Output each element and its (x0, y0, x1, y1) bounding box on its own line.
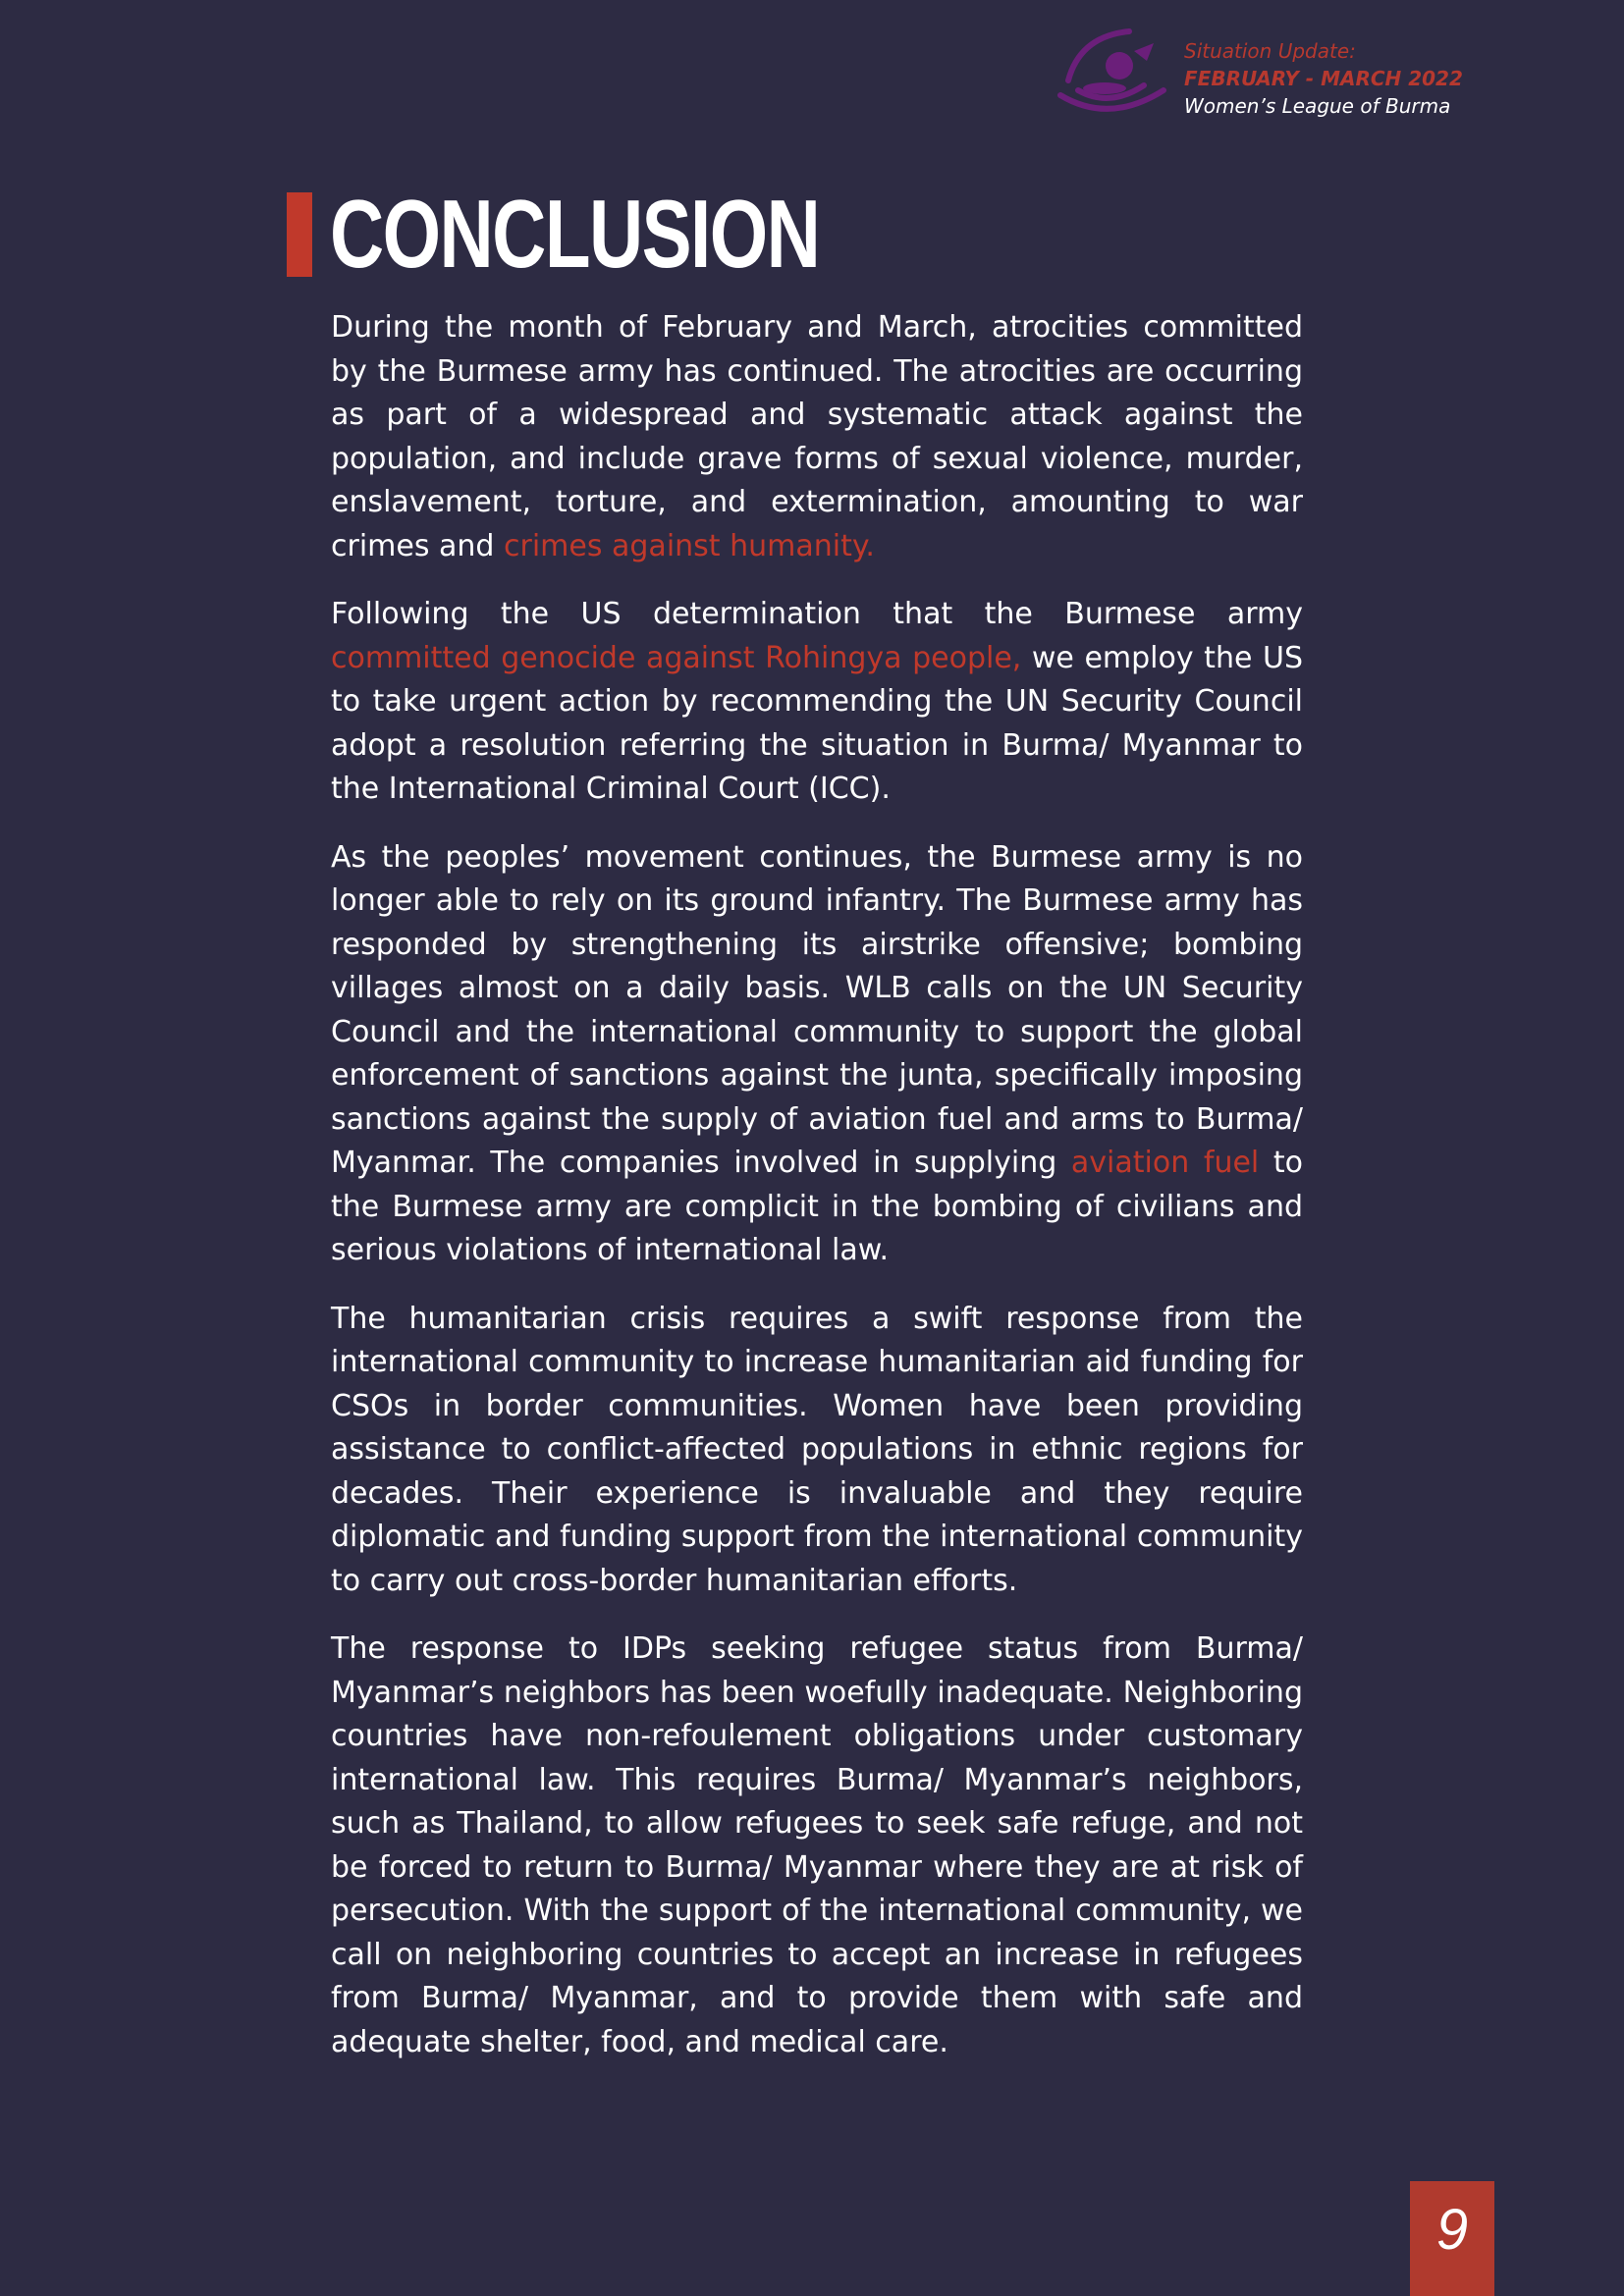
wlb-logo-icon (1051, 22, 1178, 130)
header (1051, 22, 1600, 139)
page-number: 9 (1410, 2181, 1494, 2296)
link-aviation-fuel[interactable]: aviation fuel (1070, 1146, 1260, 1180)
paragraph-5: The response to IDPs seeking refugee status from Burma/ Myanmar’s neighbors has been woefully inadequate. Neighboring countries have non-refoulement obligations under customary international law. This requires Burma/ Myanmar’s neighbors, such as Thailand, to allow refugees to seek safe refuge, and not be forced to return to Burma/ Myanmar where they are at risk of persecution. With the support of the international community, we call on neighboring countries to accept an increase in refugees from Burma/ Myanmar, and to provide them with safe and adequate shelter, food, and medical care. (331, 1631, 1303, 2059)
paragraph-3: As the peoples’ movement continues, the Burmese army is no longer able to rely on its ground infantry. The Burmese army has responded by strengthening its airstrike offensive; bombing villages almost on a daily basis. WLB calls on the UN Security Council and the international community to support the global enforcement of sanctions against the junta, specifically imposing sanctions against the supply of aviation fuel and arms to Burma/ Myanmar. The companies involved in supplying aviation fuel to the Burmese army are complicit in the bombing of civilians and serious violations of international law. (331, 839, 1304, 1267)
paragraph-4: The humanitarian crisis requires a swift response from the international community to increase humanitarian aid funding for CSOs in border communities. Women have been providing assistance to conflict-affected populations in ethnic regions for decades. Their experience is invaluable and they require diplomatic and funding support from the international community to carry out cross-border humanitarian efforts. (331, 1301, 1303, 1598)
report-period: FEBRUARY - MARCH 2022 (1184, 67, 1463, 90)
header-text (1184, 37, 1463, 120)
page-title: CONCLUSION (330, 180, 820, 288)
report-type: Situation Update: (1184, 39, 1356, 63)
organization-name: Women’s League of Burma (1184, 94, 1451, 118)
paragraph-1: During the month of February and March, atrocities committed by the Burmese army has continued. The atrocities are occurring as part of a widespread and systematic attack against the population, and include grave forms of sexual violence, murder, enslavement, torture, and extermination, amounting to war crimes and crimes against humanity. (331, 310, 1303, 563)
link-genocide-rohingya[interactable]: committed genocide against Rohingya people, (331, 640, 1022, 675)
paragraph-2: Following the US determination that the Burmese army committed genocide against Rohingya people, we employ the US to take urgent action by recommending the UN Security Council adopt a resolution referring the situation in Burma/ Myanmar to the International Criminal Court (ICC). (331, 597, 1303, 806)
body-text (331, 306, 1303, 2089)
title-accent-bar (287, 192, 312, 277)
link-crimes-against-humanity[interactable]: crimes against humanity. (504, 528, 875, 563)
